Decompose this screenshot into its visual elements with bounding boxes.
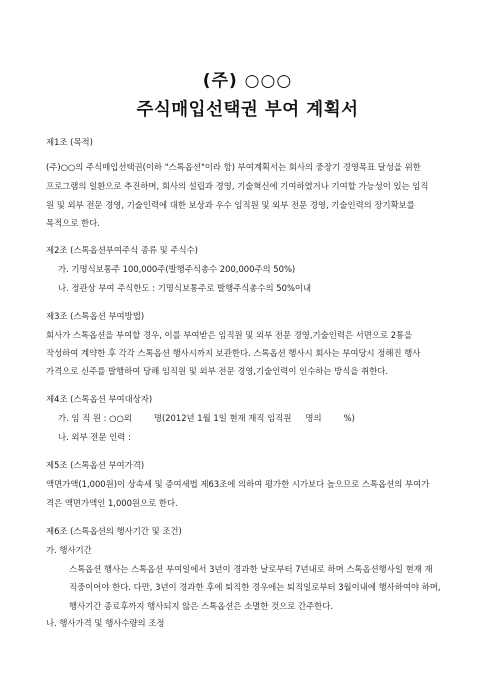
- document-title: 주식매입선택권 부여 계획서: [136, 100, 359, 120]
- article-5-heading: 제5조 (스톡옵션 부여가격): [46, 460, 145, 470]
- target-a-end: 명의: [305, 413, 322, 423]
- article-4-item-b: 나. 외부 전문 인력 :: [58, 432, 131, 442]
- article-5-line-1: 액면가액(1,000원)이 상속세 및 증여세법 제63조에 의하여 평가한 시가보다 높으므로 스톡옵션의 부여가: [46, 479, 430, 489]
- article-6-heading: 제6조 (스톡옵션의 행사기간 및 조건): [46, 526, 182, 536]
- article-6-sub-a-line-1: 스톡옵션 행사는 스톡옵션 부여일에서 3년이 경과한 날로부터 7년내로 하며 스톡옵션행사일 현재 재: [69, 564, 433, 574]
- article-5-line-2: 격은 액면가액인 1,000원으로 한다.: [46, 498, 178, 508]
- article-3-line-1: 회사가 스톡옵션을 부여할 경우, 이를 부여받은 임직원 및 외부 전문 경영,기술인력은 서면으로 2통을: [46, 330, 413, 340]
- article-2-item-b: 나. 정관상 부여 주식한도 : 기명식보통주로 발행주식총수의 50%이내: [58, 283, 312, 293]
- article-1-line-4: 목적으로 한다.: [46, 218, 100, 228]
- article-4-item-a: [58, 413, 355, 424]
- article-1-line-3: 원 및 외부 전문 경영, 기술인력에 대한 보상과 우수 임직원 및 외부 전문 경영, 기술인력의 장기확보를: [46, 200, 415, 210]
- company-title: (주) ○○○: [202, 71, 293, 91]
- target-a-pct: %): [343, 413, 355, 423]
- article-3-heading: 제3조 (스톡옵션 부여방법): [46, 311, 145, 321]
- article-6-sub-a: 가. 행사기간: [46, 545, 92, 555]
- article-6-sub-a-line-3: 행사기간 종료후까지 행사되지 않은 스톡옵션은 소멸한 것으로 간주한다.: [69, 601, 334, 611]
- target-a-label: 가. 임 직 원 : ○○외: [58, 413, 132, 423]
- article-3-line-3: 가격으로 신주를 발행하여 당해 임직원 및 외부 전문 경영,기술인력이 인수하는 방식을 취한다.: [46, 366, 389, 376]
- article-6-sub-b: 나. 행사가격 및 행사수량의 조정: [46, 618, 165, 628]
- target-a-middle: 명(2012년 1월 1일 현재 재직 임직원: [153, 413, 292, 423]
- article-1-heading: 제1조 (목적): [46, 137, 93, 147]
- article-1-line-1: (주)○○의 주식매입선택권(이하 "스톡옵션"이라 함) 부여계획서는 회사의 중장기 경영목표 달성을 위한: [46, 162, 421, 172]
- article-2-heading: 제2조 (스톡옵션부여주식 종류 및 주식수): [46, 245, 198, 255]
- article-1-line-2: 프로그램의 일환으로 추진하며, 회사의 설립과 경영, 기술혁신에 기여하였거나 기여할 가능성이 있는 임직: [46, 181, 429, 191]
- article-4-heading: 제4조 (스톡옵션 부여대상자): [46, 394, 153, 404]
- article-2-item-a: 가. 기명식보통주 100,000주(발행주식총수 200,000주의 50%): [58, 264, 296, 274]
- article-3-line-2: 작성하여 계약한 후 각각 스톡옵션 행사시까지 보관한다. 스톡옵션 행사시 회사는 부여당시 정해진 행사: [46, 348, 421, 358]
- article-6-sub-a-line-2: 직중이어야 한다. 다만, 3년이 경과한 후에 퇴직한 경우에는 퇴직일로부터 3월이내에 행사하여야 하며,: [69, 582, 441, 592]
